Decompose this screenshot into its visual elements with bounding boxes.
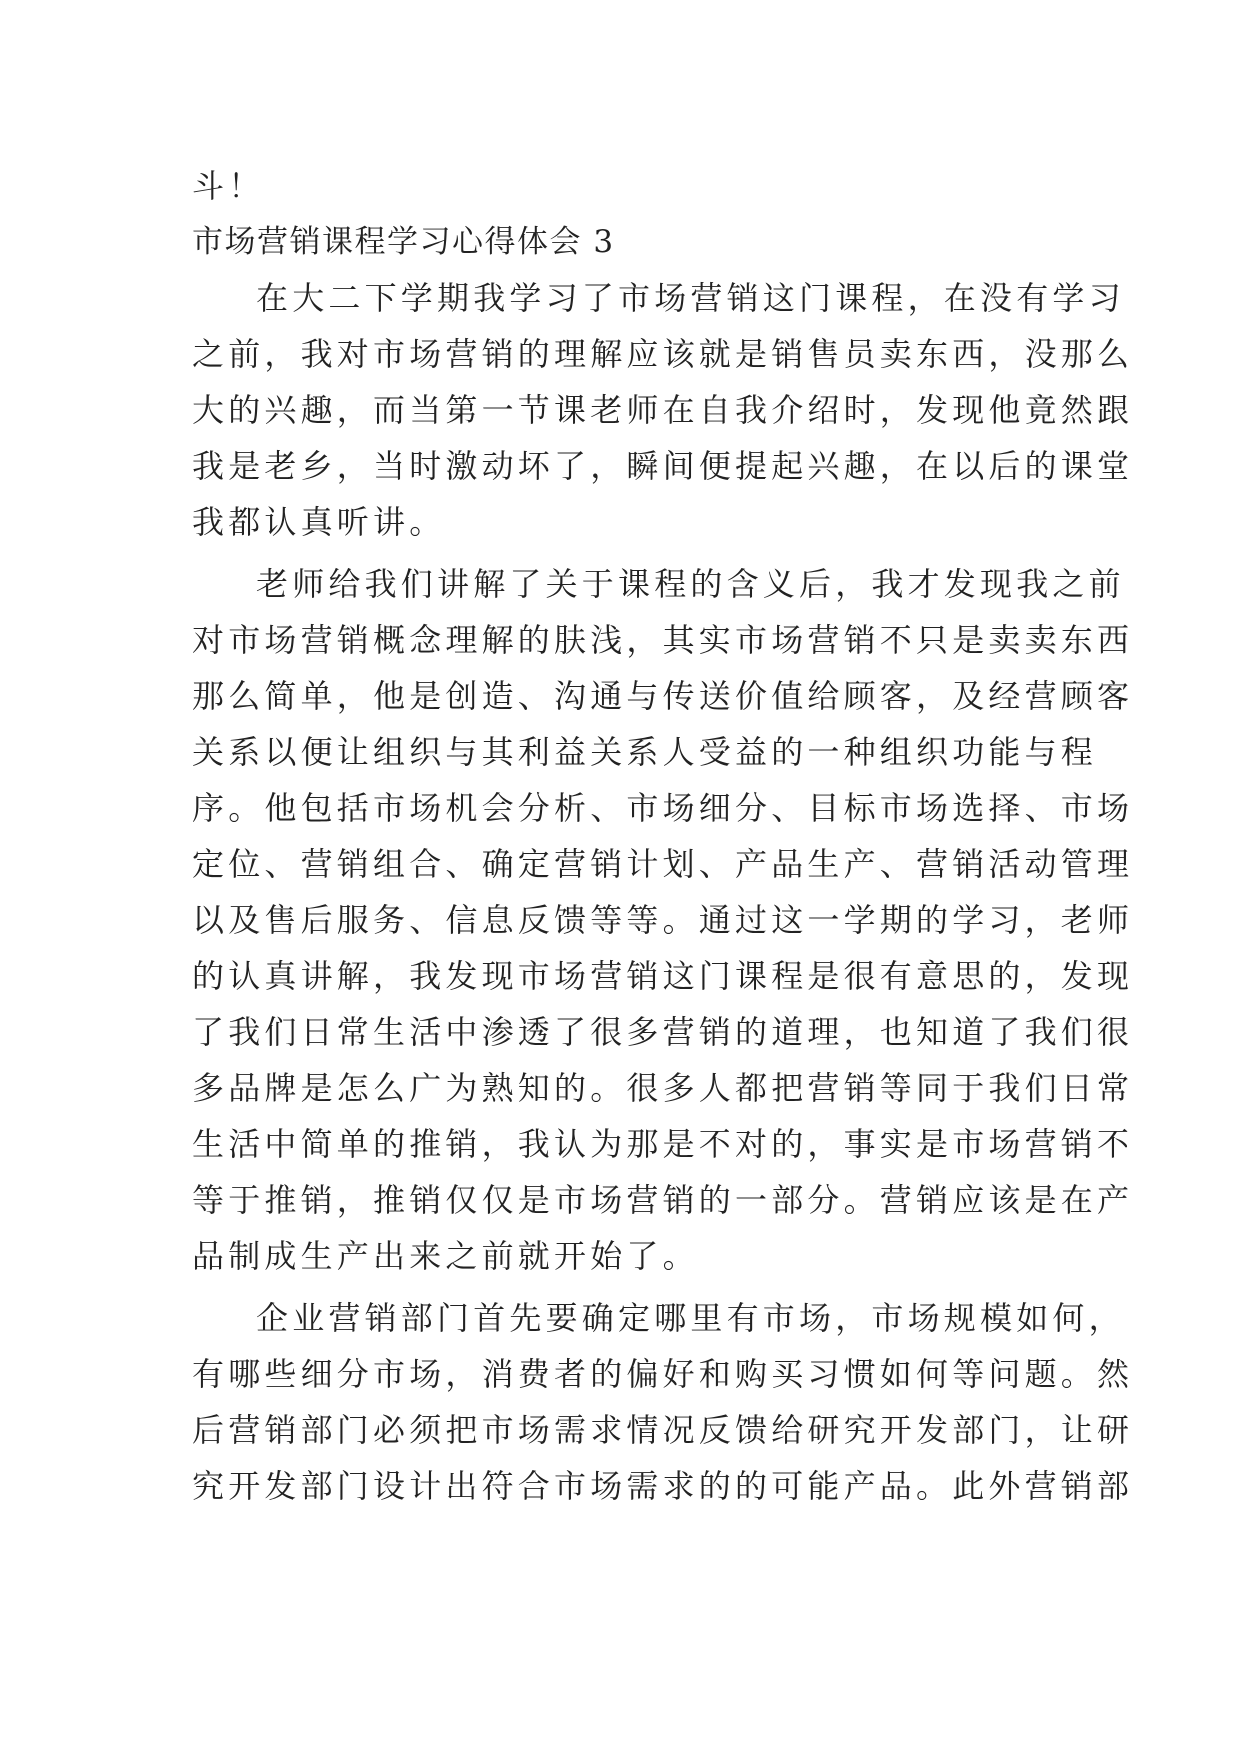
paragraph-line: 之前，我对市场营销的理解应该就是销售员卖东西，没那么 xyxy=(192,335,1134,373)
paragraph-line: 以及售后服务、信息反馈等等。通过这一学期的学习，老师 xyxy=(192,901,1134,939)
paragraph-line: 等于推销，推销仅仅是市场营销的一部分。营销应该是在产 xyxy=(192,1181,1134,1219)
paragraph-line: 大的兴趣，而当第一节课老师在自我介绍时，发现他竟然跟 xyxy=(192,391,1134,429)
paragraph-line: 企业营销部门首先要确定哪里有市场，市场规模如何， xyxy=(256,1299,1125,1337)
paragraph-line: 后营销部门必须把市场需求情况反馈给研究开发部门，让研 xyxy=(192,1411,1134,1449)
lead-fragment: 斗！ xyxy=(192,167,265,205)
paragraph-line: 我都认真听讲。 xyxy=(192,503,446,541)
paragraph-line: 那么简单，他是创造、沟通与传送价值给顾客，及经营顾客 xyxy=(192,677,1134,715)
paragraph-line: 多品牌是怎么广为熟知的。很多人都把营销等同于我们日常 xyxy=(192,1069,1134,1107)
paragraph-line: 的认真讲解，我发现市场营销这门课程是很有意思的，发现 xyxy=(192,957,1134,995)
paragraph-line: 定位、营销组合、确定营销计划、产品生产、营销活动管理 xyxy=(192,845,1134,883)
paragraph-1 xyxy=(192,270,1134,550)
paragraph-2 xyxy=(192,556,1134,1284)
document-heading: 市场营销课程学习心得体会 3 xyxy=(192,224,615,260)
paragraph-3 xyxy=(192,1290,1134,1514)
paragraph-line: 序。他包括市场机会分析、市场细分、目标市场选择、市场 xyxy=(192,789,1134,827)
paragraph-line: 究开发部门设计出符合市场需求的的可能产品。此外营销部 xyxy=(192,1467,1134,1505)
paragraph-line: 关系以便让组织与其利益关系人受益的一种组织功能与程 xyxy=(192,733,1098,771)
paragraph-line: 我是老乡，当时激动坏了，瞬间便提起兴趣，在以后的课堂 xyxy=(192,447,1134,485)
paragraph-line: 了我们日常生活中渗透了很多营销的道理，也知道了我们很 xyxy=(192,1013,1134,1051)
paragraph-line: 有哪些细分市场，消费者的偏好和购买习惯如何等问题。然 xyxy=(192,1355,1134,1393)
paragraph-line: 品制成生产出来之前就开始了。 xyxy=(192,1237,699,1275)
paragraph-line: 在大二下学期我学习了市场营销这门课程，在没有学习 xyxy=(256,279,1125,317)
paragraph-line: 老师给我们讲解了关于课程的含义后，我才发现我之前 xyxy=(256,565,1125,603)
paragraph-line: 生活中简单的推销，我认为那是不对的，事实是市场营销不 xyxy=(192,1125,1134,1163)
paragraph-line: 对市场营销概念理解的肤浅，其实市场营销不只是卖卖东西 xyxy=(192,621,1134,659)
document-page xyxy=(192,158,1134,1514)
